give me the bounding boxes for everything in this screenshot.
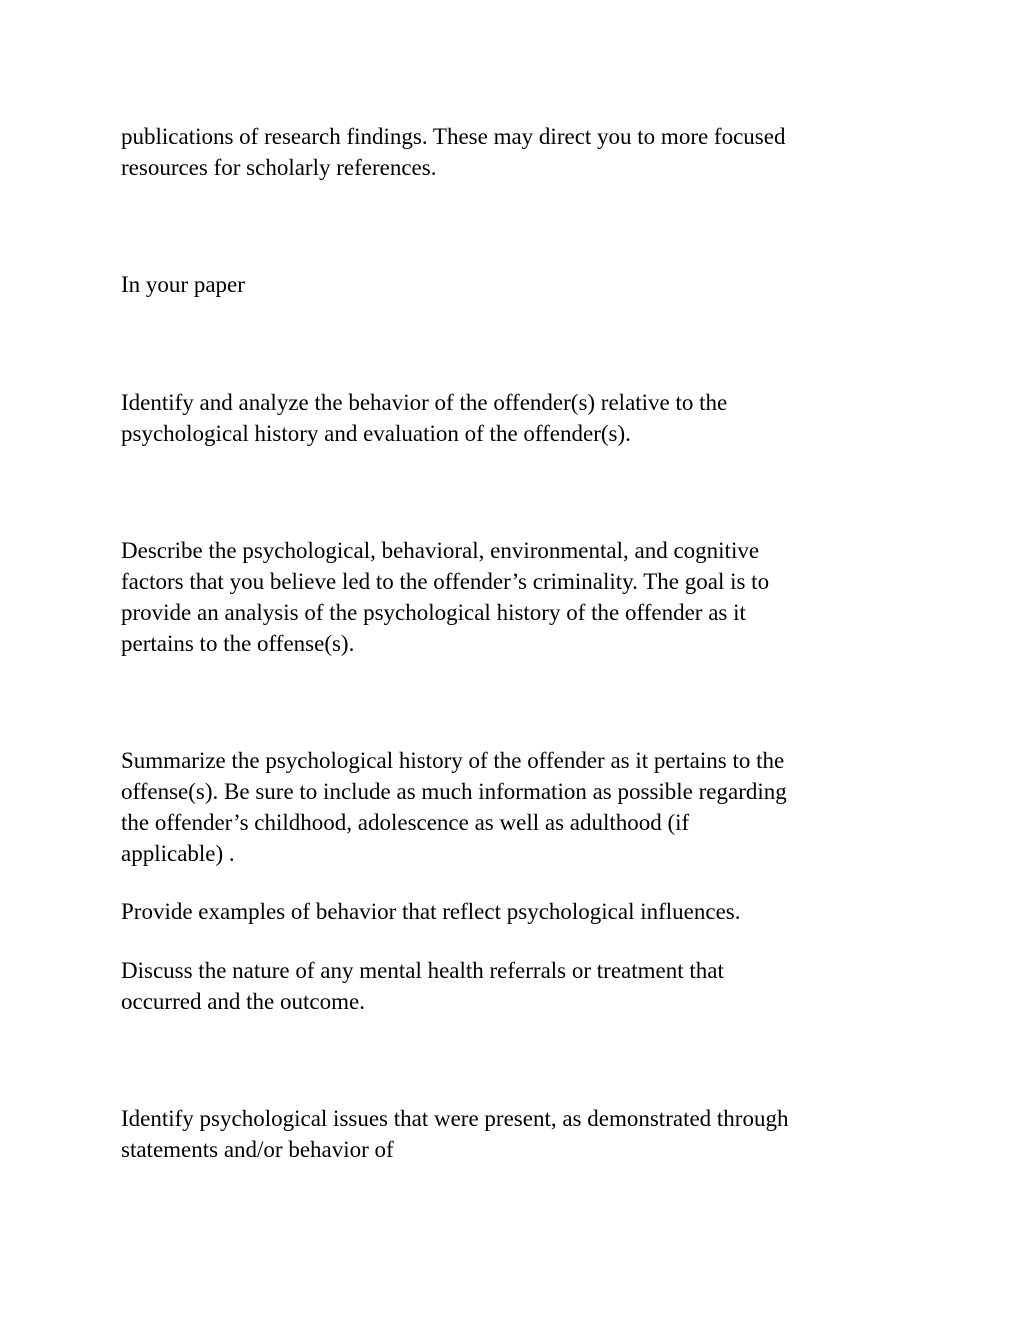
text-line: statements and/or behavior of <box>121 1137 394 1162</box>
paragraph-identify-issues <box>121 1103 911 1165</box>
text-line: Discuss the nature of any mental health referrals or treatment that <box>121 958 724 983</box>
text-line: occurred and the outcome. <box>121 989 365 1014</box>
paragraph-identify-analyze-behavior <box>121 387 911 449</box>
text-line: Provide examples of behavior that reflect psychological influences. <box>121 899 741 924</box>
text-line: factors that you believe led to the offender’s criminality. The goal is to <box>121 569 770 594</box>
text-line: resources for scholarly references. <box>121 155 437 180</box>
paragraph-provide-examples <box>121 896 911 927</box>
text-line: Describe the psychological, behavioral, environmental, and cognitive <box>121 538 760 563</box>
paragraph-describe-factors <box>121 535 911 659</box>
text-line: the offender’s childhood, adolescence as well as adulthood (if <box>121 810 690 835</box>
text-line: Identify psychological issues that were present, as demonstrated through <box>121 1106 789 1131</box>
text-line: In your paper <box>121 272 245 297</box>
text-line: psychological history and evaluation of the offender(s). <box>121 421 631 446</box>
text-line: applicable) . <box>121 841 235 866</box>
paragraph-summarize-history <box>121 745 911 869</box>
text-line: Identify and analyze the behavior of the offender(s) relative to the <box>121 390 728 415</box>
text-line: offense(s). Be sure to include as much information as possible regarding <box>121 779 787 804</box>
paragraph-research-publications <box>121 121 911 183</box>
paragraph-discuss-referrals <box>121 955 911 1017</box>
text-line: pertains to the offense(s). <box>121 631 355 656</box>
text-line: Summarize the psychological history of the offender as it pertains to the <box>121 748 785 773</box>
paragraph-in-your-paper <box>121 269 911 300</box>
text-line: publications of research findings. These may direct you to more focused <box>121 124 786 149</box>
text-line: provide an analysis of the psychological history of the offender as it <box>121 600 746 625</box>
